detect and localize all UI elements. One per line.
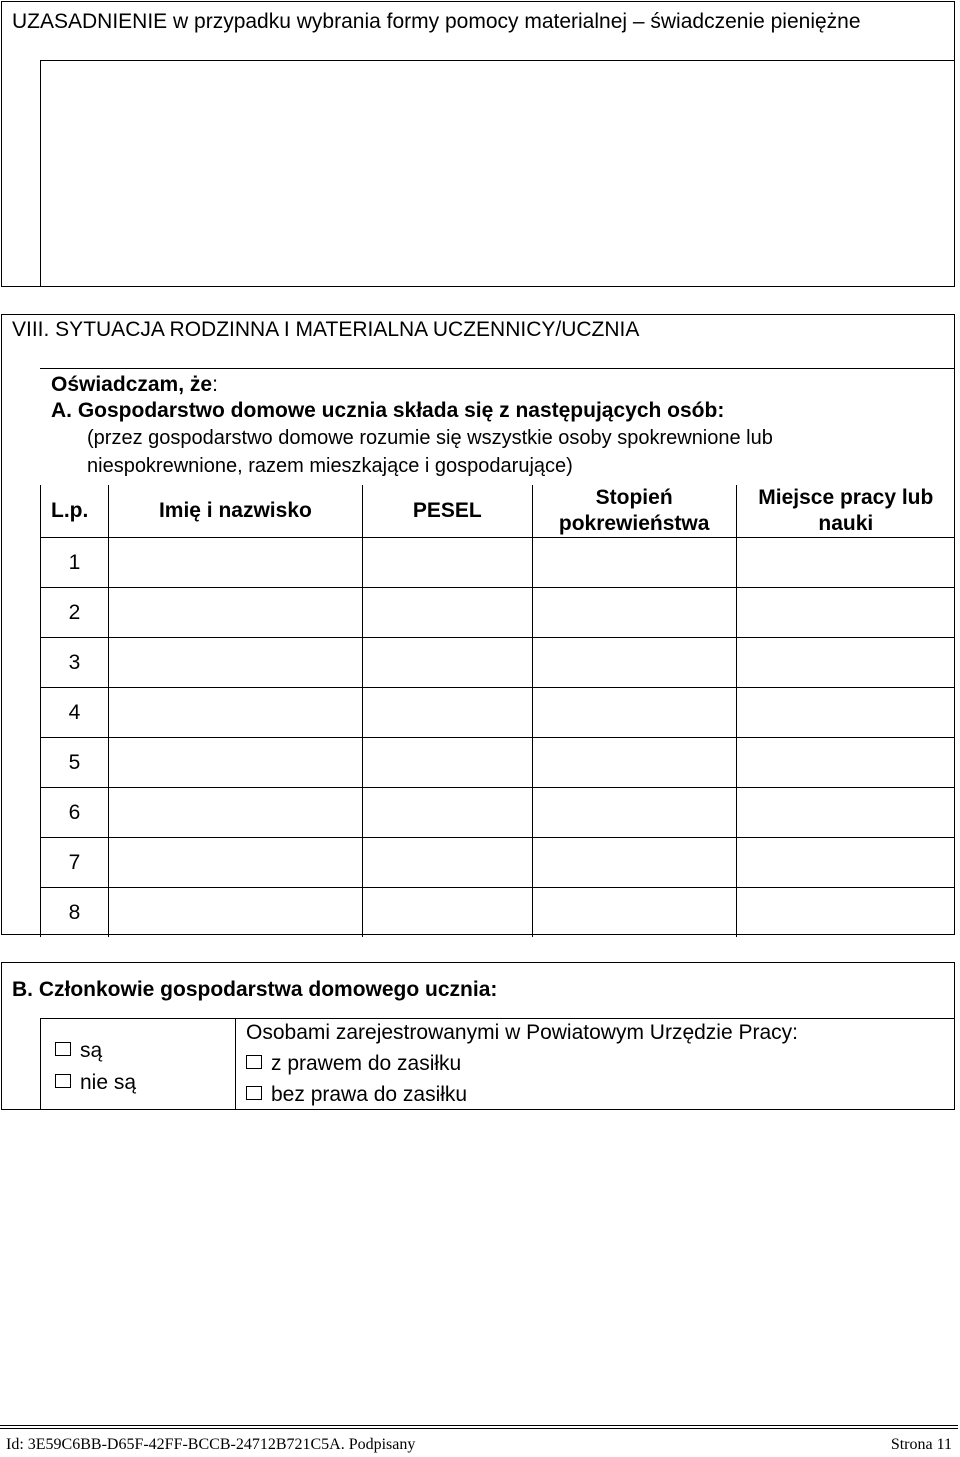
declaration-label xyxy=(51,373,218,397)
row-number: 6 xyxy=(41,788,109,838)
pesel-cell[interactable] xyxy=(362,738,532,788)
footer-divider xyxy=(0,1428,958,1429)
justification-section xyxy=(1,1,955,287)
col-header-work xyxy=(736,485,955,538)
relation-cell[interactable] xyxy=(532,638,736,688)
pesel-cell[interactable] xyxy=(362,888,532,938)
row-number: 5 xyxy=(41,738,109,788)
option-without-benefit[interactable] xyxy=(246,1083,467,1107)
option-are-not-label: nie są xyxy=(80,1071,137,1094)
pesel-cell[interactable] xyxy=(362,838,532,888)
pesel-cell[interactable] xyxy=(362,688,532,738)
pesel-cell[interactable] xyxy=(362,588,532,638)
checkbox-icon[interactable] xyxy=(55,1042,71,1056)
pesel-cell[interactable] xyxy=(362,788,532,838)
row-number: 2 xyxy=(41,588,109,638)
table-row xyxy=(41,888,956,938)
household-members-status-section xyxy=(1,962,955,1110)
table-row xyxy=(41,588,956,638)
option-with-benefit-label: z prawem do zasiłku xyxy=(271,1052,462,1075)
table-row xyxy=(41,738,956,788)
work-cell[interactable] xyxy=(736,638,955,688)
work-header-line2: nauki xyxy=(818,512,874,535)
checkbox-icon[interactable] xyxy=(55,1074,71,1088)
col-header-lp: L.p. xyxy=(41,485,109,538)
relation-cell[interactable] xyxy=(532,788,736,838)
row-number: 8 xyxy=(41,888,109,938)
work-cell[interactable] xyxy=(736,538,955,588)
col-header-relation xyxy=(532,485,736,538)
name-cell[interactable] xyxy=(108,788,362,838)
option-are[interactable] xyxy=(55,1039,102,1063)
section-viii-heading: VIII. SYTUACJA RODZINNA I MATERIALNA UCZENNICY/UCZNIA xyxy=(12,318,640,341)
work-cell[interactable] xyxy=(736,688,955,738)
row-number: 3 xyxy=(41,638,109,688)
col-header-pesel: PESEL xyxy=(362,485,532,538)
work-cell[interactable] xyxy=(736,738,955,788)
name-cell[interactable] xyxy=(108,688,362,738)
household-note-line1: (przez gospodarstwo domowe rozumie się wszystkie osoby spokrewnione lub xyxy=(87,427,773,449)
registration-box xyxy=(235,1018,955,1110)
page-number: Strona 11 xyxy=(890,1436,952,1453)
relation-header-line2: pokrewieństwa xyxy=(558,512,710,535)
work-cell[interactable] xyxy=(736,788,955,838)
row-number: 1 xyxy=(41,538,109,588)
row-number: 7 xyxy=(41,838,109,888)
justification-title: UZASADNIENIE w przypadku wybrania formy pomocy materialnej – świadczenie pieniężne xyxy=(12,10,861,33)
name-cell[interactable] xyxy=(108,838,362,888)
name-cell[interactable] xyxy=(108,738,362,788)
household-members-table xyxy=(40,485,955,937)
table-header-row xyxy=(41,485,956,538)
table-row xyxy=(41,538,956,588)
work-cell[interactable] xyxy=(736,838,955,888)
relation-cell[interactable] xyxy=(532,688,736,738)
work-header-line1: Miejsce pracy lub xyxy=(758,486,934,509)
pesel-cell[interactable] xyxy=(362,538,532,588)
relation-cell[interactable] xyxy=(532,538,736,588)
option-without-benefit-label: bez prawa do zasiłku xyxy=(271,1083,468,1106)
point-a-heading: A. Gospodarstwo domowe ucznia składa się z następujących osób: xyxy=(51,399,725,422)
declaration-colon: : xyxy=(212,373,218,396)
name-cell[interactable] xyxy=(108,538,362,588)
col-header-name: Imię i nazwisko xyxy=(108,485,362,538)
divider xyxy=(40,368,954,369)
relation-cell[interactable] xyxy=(532,738,736,788)
registered-label: Osobami zarejestrowanymi w Powiatowym Urzędzie Pracy: xyxy=(246,1021,798,1044)
table-row xyxy=(41,838,956,888)
declaration-text: Oświadczam, że xyxy=(51,373,213,396)
relation-cell[interactable] xyxy=(532,838,736,888)
table-row xyxy=(41,788,956,838)
option-with-benefit[interactable] xyxy=(246,1052,461,1076)
footer-divider xyxy=(0,1425,958,1426)
table-row xyxy=(41,688,956,738)
table-row xyxy=(41,638,956,688)
household-note-line2: niespokrewnione, razem mieszkające i gospodarujące) xyxy=(87,455,573,477)
checkbox-icon[interactable] xyxy=(246,1086,262,1100)
relation-cell[interactable] xyxy=(532,588,736,638)
section-b-heading: B. Członkowie gospodarstwa domowego ucznia: xyxy=(12,978,498,1001)
work-cell[interactable] xyxy=(736,888,955,938)
document-id: Id: 3E59C6BB-D65F-42FF-BCCB-24712B721C5A. Podpisany xyxy=(6,1436,416,1453)
row-number: 4 xyxy=(41,688,109,738)
pesel-cell[interactable] xyxy=(362,638,532,688)
relation-header-line1: Stopień xyxy=(595,486,673,509)
justification-textarea[interactable] xyxy=(40,60,955,287)
work-cell[interactable] xyxy=(736,588,955,638)
relation-cell[interactable] xyxy=(532,888,736,938)
checkbox-icon[interactable] xyxy=(246,1055,262,1069)
option-are-not[interactable] xyxy=(55,1071,136,1095)
are-options-box xyxy=(40,1018,236,1110)
family-situation-section xyxy=(1,314,955,935)
name-cell[interactable] xyxy=(108,588,362,638)
name-cell[interactable] xyxy=(108,638,362,688)
option-are-label: są xyxy=(80,1039,103,1062)
name-cell[interactable] xyxy=(108,888,362,938)
